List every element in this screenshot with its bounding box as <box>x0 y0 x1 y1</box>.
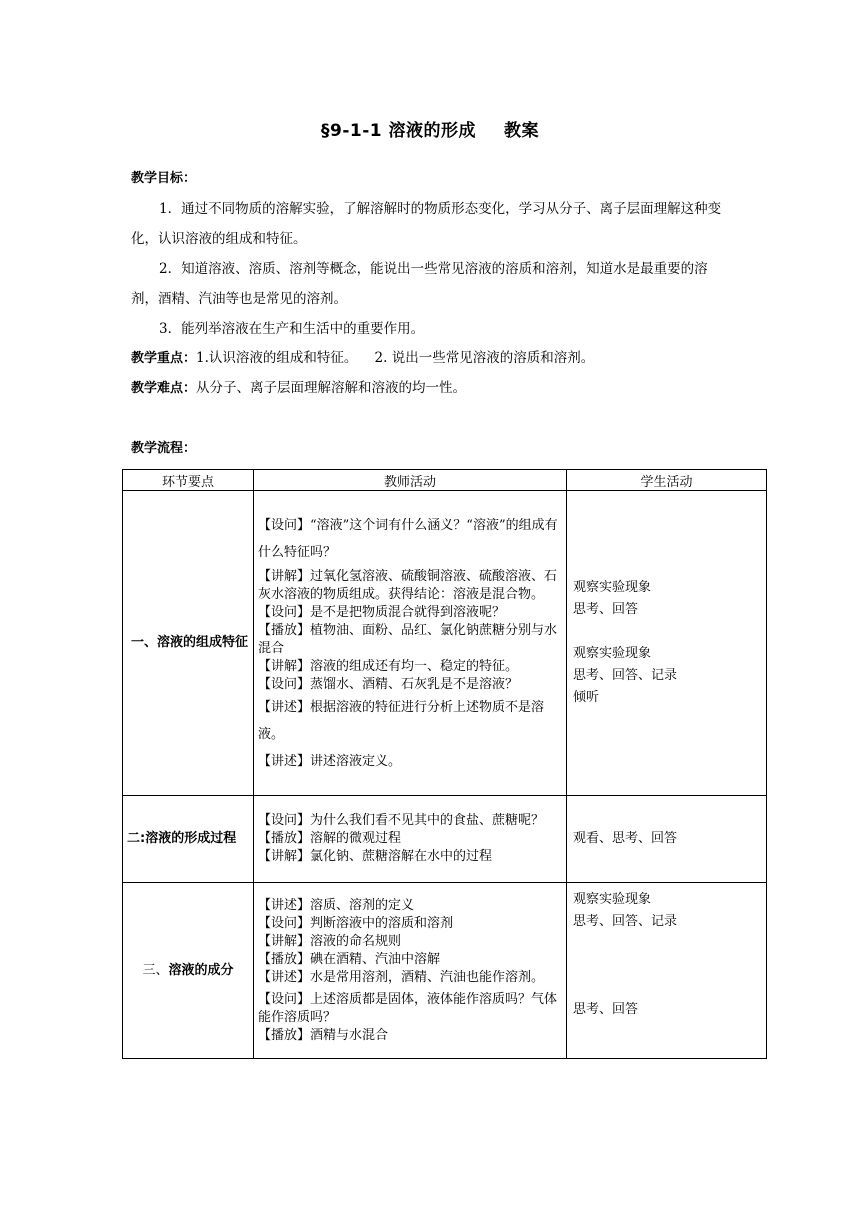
student-line: 思考、回答、记录 <box>573 914 678 929</box>
objective-1: 1．通过不同物质的溶解实验，了解溶解时的物质形态变化，学习从分子、离子层面理解这种变化，认识溶液的组成和特征。 <box>131 201 722 247</box>
difficulties-text: 从分子、离子层面理解溶解和溶液的均一性。 <box>196 380 467 396</box>
header-teacher: 教师活动 <box>254 470 567 491</box>
header-student: 学生活动 <box>567 470 767 491</box>
document-title <box>0 116 860 141</box>
teacher-cell <box>254 883 567 1059</box>
student-line: 观察实验现象 <box>573 646 652 661</box>
objective-2: 2．知道溶液、溶质、溶剂等概念，能说出一些常见溶液的溶质和溶剂，知道水是最重要的溶剂，酒精、汽油等也是常见的溶剂。 <box>131 261 708 307</box>
teacher-line: 【讲解】溶液的命名规则 <box>258 933 402 949</box>
teacher-line: 【讲述】讲述溶液定义。 <box>258 753 402 769</box>
header-stage: 环节要点 <box>123 470 254 491</box>
teacher-line: 【讲述】根据溶液的特征进行分析上述物质不是溶液。 <box>258 699 545 742</box>
teacher-line: 【设问】蒸馏水、酒精、石灰乳是不是溶液？ <box>258 676 519 692</box>
key-points-label: 教学重点： <box>131 351 197 366</box>
difficulties <box>131 373 731 404</box>
objective-3: 3．能列举溶液在生产和生活中的重要作用。 <box>159 321 425 337</box>
student-line: 思考、回答 <box>573 602 639 617</box>
teacher-line: 【播放】碘在酒精、汽油中溶解 <box>258 951 441 967</box>
teacher-line: 【播放】溶解的微观过程 <box>258 831 402 846</box>
stage-prefix: 三、 <box>142 962 169 978</box>
table-row <box>123 491 767 796</box>
student-cell <box>567 883 767 1059</box>
student-line: 思考、回答、记录 <box>573 668 678 683</box>
title-main: §9-1-1 溶液的形成 <box>320 121 476 141</box>
teacher-line: 【设问】上述溶质都是固体，液体能作溶质吗？气体能作溶质吗？ <box>258 991 558 1025</box>
student-line: 思考、回答 <box>573 1002 639 1017</box>
stage-cell: 二:溶液的形成过程 <box>123 796 254 883</box>
student-line: 观察实验现象 <box>573 580 652 595</box>
objectives-label: 教学目标： <box>131 171 197 186</box>
stage-cell <box>123 883 254 1059</box>
student-line: 倾听 <box>573 690 600 705</box>
title-suffix: 教案 <box>504 121 539 141</box>
table-row <box>123 883 767 1059</box>
student-cell <box>567 491 767 796</box>
teacher-line: 【设问】是不是把物质混合就得到溶液呢？ <box>258 604 506 620</box>
teacher-line: 【设问】判断溶液中的溶质和溶剂 <box>258 915 454 931</box>
teacher-line: 【讲述】水是常用溶剂，酒精、汽油也能作溶剂。 <box>258 969 545 985</box>
table-row <box>123 796 767 883</box>
teacher-line: 【讲解】溶液的组成还有均一、稳定的特征。 <box>258 658 519 674</box>
flow-label: 教学流程： <box>131 441 197 456</box>
teacher-line: 【讲解】过氧化氢溶液、硫酸铜溶液、硫酸溶液、石灰水溶液的物质组成。获得结论：溶液是混合物。 <box>258 568 558 602</box>
teacher-line: 【播放】植物油、面粉、品红、氯化钠蔗糖分别与水混合 <box>258 622 558 656</box>
teacher-line: 【设问】为什么我们看不见其中的食盐、蔗糖呢？ <box>258 813 545 828</box>
key-points <box>131 343 731 374</box>
difficulties-label: 教学难点： <box>131 381 197 396</box>
table-header-row <box>123 470 767 491</box>
teacher-line: 【播放】酒精与水混合 <box>258 1027 389 1043</box>
stage-cell: 一、溶液的组成特征 <box>123 491 254 796</box>
key-points-text: 1.认识溶液的组成和特征。 2. 说出一些常见溶液的溶质和溶剂。 <box>196 350 595 366</box>
teaching-flow-table <box>122 469 767 1059</box>
teacher-cell <box>254 796 567 883</box>
student-cell <box>567 796 767 883</box>
student-line: 观察实验现象 <box>573 892 652 907</box>
student-line: 观看、思考、回答 <box>573 831 678 846</box>
stage-name: 溶液的成分 <box>168 962 234 978</box>
teacher-cell <box>254 491 567 796</box>
teacher-line: 【讲解】氯化钠、蔗糖溶解在水中的过程 <box>258 849 493 864</box>
teacher-line: 【设问】“溶液”这个词有什么涵义？“溶液”的组成有什么特征吗？ <box>258 517 558 560</box>
teacher-line: 【讲述】溶质、溶剂的定义 <box>258 897 415 913</box>
